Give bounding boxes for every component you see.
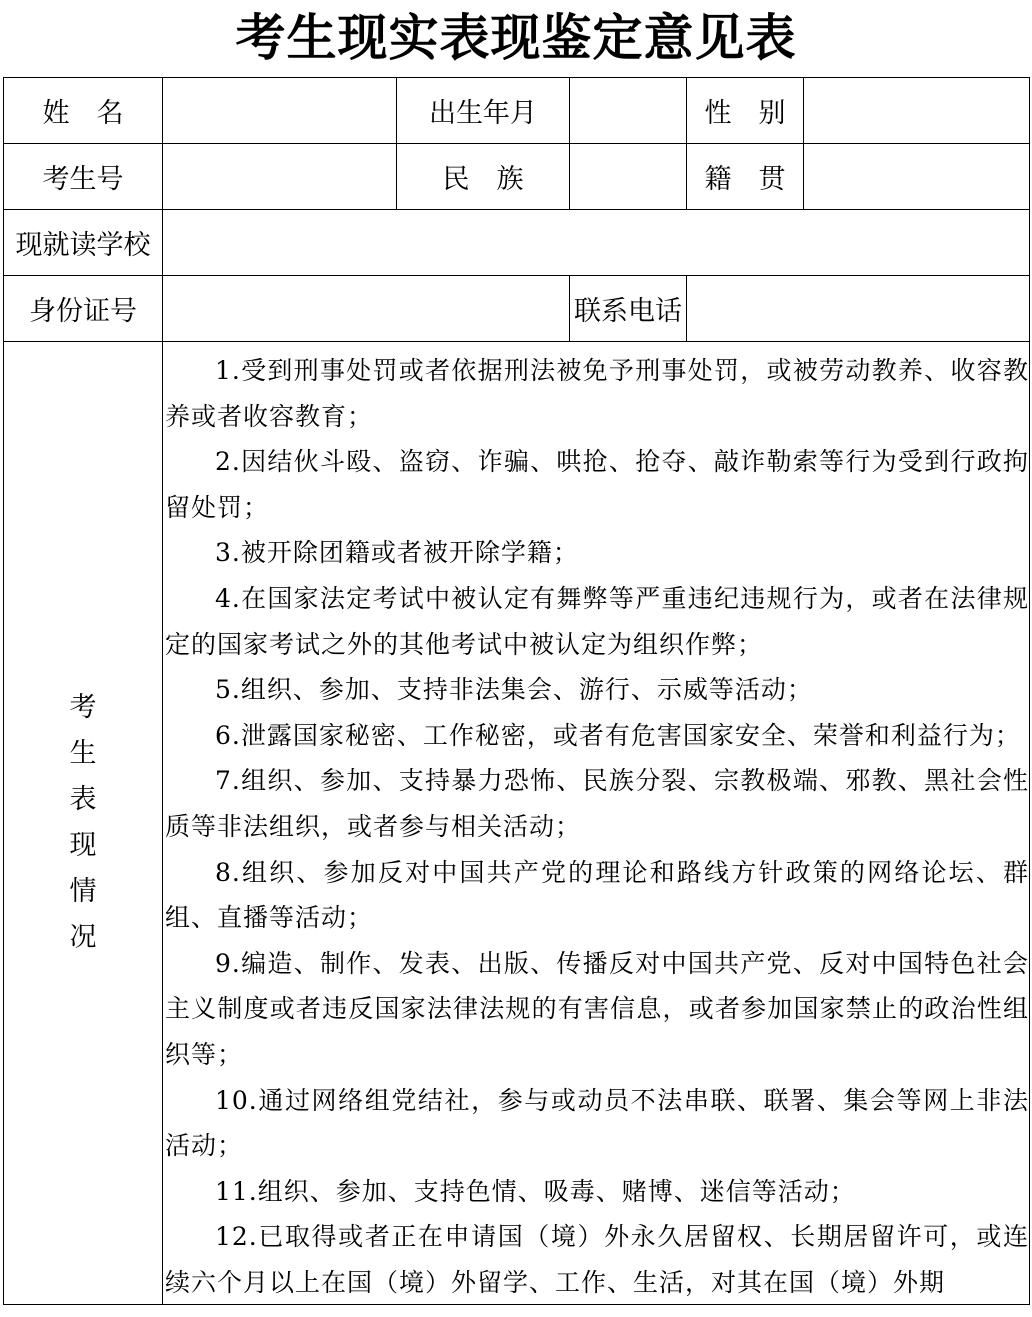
phone-field[interactable] — [687, 276, 1030, 342]
conduct-item: 12.已取得或者正在申请国（境）外永久居留权、长期居留许可，或连续六个月以上在国（境）外留学、工作、生活，对其在国（境）外期 — [165, 1222, 1029, 1297]
form-title: 考生现实表现鉴定意见表 — [235, 8, 797, 67]
birth-date-label: 出生年月 — [397, 78, 570, 144]
native-place-field[interactable] — [804, 144, 1030, 210]
conduct-content — [163, 342, 1030, 1305]
conduct-section-label — [4, 342, 163, 1305]
name-label: 姓 名 — [4, 78, 163, 144]
conduct-item: 11.组织、参加、支持色情、吸毒、赌博、迷信等活动； — [215, 1176, 856, 1206]
conduct-item: 7.组织、参加、支持暴力恐怖、民族分裂、宗教极端、邪教、黑社会性质等非法组织，或者参与相关活动； — [165, 766, 1029, 841]
conduct-label-char: 生 — [69, 738, 97, 769]
phone-label: 联系电话 — [570, 276, 687, 342]
conduct-label-char: 考 — [69, 692, 97, 723]
exam-number-label: 考生号 — [4, 144, 163, 210]
conduct-item: 9.编造、制作、发表、出版、传播反对中国共产党、反对中国特色社会主义制度或者违反国家法律法规的有害信息，或者参加国家禁止的政治性组织等； — [165, 948, 1029, 1069]
conduct-item: 3.被开除团籍或者被开除学籍； — [215, 538, 579, 568]
exam-number-field[interactable] — [163, 144, 397, 210]
conduct-item: 10.通过网络组党结社，参与或动员不法串联、联署、集会等网上非法活动； — [165, 1085, 1029, 1161]
gender-label: 性 别 — [687, 78, 804, 144]
conduct-item: 4.在国家法定考试中被认定有舞弊等严重违纪违规行为，或者在法律规定的国家考试之外的其他考试中被认定为组织作弊； — [165, 583, 1029, 659]
appraisal-form-table — [3, 77, 1030, 1305]
conduct-label-char: 况 — [69, 922, 97, 953]
conduct-item: 5.组织、参加、支持非法集会、游行、示威等活动； — [215, 675, 813, 705]
conduct-label-char: 现 — [69, 830, 97, 861]
conduct-label-char: 情 — [69, 876, 97, 907]
school-label: 现就读学校 — [4, 210, 163, 276]
name-field[interactable] — [163, 78, 397, 144]
birth-date-field[interactable] — [570, 78, 687, 144]
native-place-label: 籍 贯 — [687, 144, 804, 210]
conduct-label-char: 表 — [69, 784, 97, 815]
gender-field[interactable] — [804, 78, 1030, 144]
id-number-label: 身份证号 — [4, 276, 163, 342]
school-field[interactable] — [163, 210, 1030, 276]
conduct-item: 2.因结伙斗殴、盗窃、诈骗、哄抢、抢夺、敲诈勒索等行为受到行政拘留处罚； — [165, 447, 1029, 522]
ethnicity-label: 民 族 — [397, 144, 570, 210]
conduct-item: 1.受到刑事处罚或者依据刑法被免予刑事处罚，或被劳动教养、收容教养或者收容教育； — [165, 356, 1029, 431]
conduct-item: 8.组织、参加反对中国共产党的理论和路线方针政策的网络论坛、群组、直播等活动； — [165, 857, 1029, 933]
ethnicity-field[interactable] — [570, 144, 687, 210]
id-number-field[interactable] — [163, 276, 570, 342]
conduct-item: 6.泄露国家秘密、工作秘密，或者有危害国家安全、荣誉和利益行为； — [215, 720, 1021, 750]
